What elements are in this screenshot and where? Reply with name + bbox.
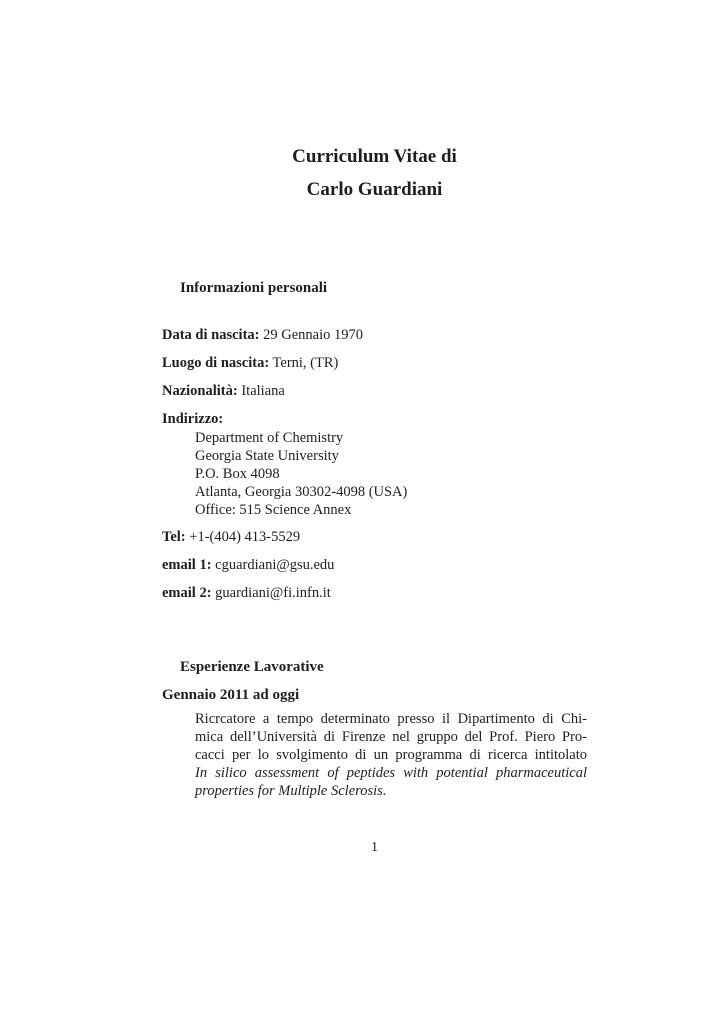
experience-description-line-2: mica dell’Università di Firenze nel gruppo del Prof. Piero Pro-	[195, 729, 587, 745]
document-title	[162, 146, 587, 201]
field-value-tel: +1-(404) 413-5529	[189, 529, 301, 545]
field-label-nazionalita: Nazionalità:	[162, 383, 238, 399]
field-label-email-1: email 1:	[162, 557, 212, 573]
experience-description-line-5: properties for Multiple Sclerosis.	[195, 783, 387, 799]
address-line-university: Georgia State University	[195, 448, 339, 464]
text-column	[162, 146, 587, 857]
address-line-po-box: P.O. Box 4098	[195, 466, 280, 482]
experience-description	[195, 710, 587, 800]
field-email-2	[162, 584, 587, 603]
experience-entry-heading: Gennaio 2011 ad oggi	[162, 687, 300, 703]
experience-description-line-1: Ricrcatore a tempo determinato presso il Dipartimento di Chi-	[195, 711, 587, 727]
field-label-indirizzo: Indirizzo:	[162, 411, 224, 427]
field-label-tel: Tel:	[162, 529, 186, 545]
address-block	[195, 429, 587, 519]
field-value-email-1: cguardiani@gsu.edu	[215, 557, 335, 573]
field-label-email-2: email 2:	[162, 585, 212, 601]
field-value-data-di-nascita: 29 Gennaio 1970	[263, 327, 363, 343]
section-heading-informazioni-personali: Informazioni personali	[180, 280, 328, 296]
address-line-city: Atlanta, Georgia 30302-4098 (USA)	[195, 484, 408, 500]
field-label-data-di-nascita: Data di nascita:	[162, 327, 260, 343]
address-line-office: Office: 515 Science Annex	[195, 502, 352, 518]
field-value-luogo-di-nascita: Terni, (TR)	[272, 355, 339, 371]
section-heading-esperienze-lavorative: Esperienze Lavorative	[180, 659, 324, 675]
document-title-line-2: Carlo Guardiani	[306, 179, 443, 200]
field-nazionalita	[162, 382, 587, 401]
field-label-luogo-di-nascita: Luogo di nascita:	[162, 355, 270, 371]
field-data-di-nascita	[162, 326, 587, 345]
address-line-department: Department of Chemistry	[195, 430, 344, 446]
field-value-email-2: guardiani@fi.infn.it	[215, 585, 331, 601]
field-luogo-di-nascita	[162, 354, 587, 373]
field-tel	[162, 528, 587, 547]
experience-description-line-3: cacci per lo svolgimento di un programma di ricerca intitolato	[195, 747, 587, 763]
field-email-1	[162, 556, 587, 575]
field-indirizzo	[162, 410, 587, 429]
field-value-nazionalita: Italiana	[241, 383, 285, 399]
document-title-line-1: Curriculum Vitae di	[292, 146, 457, 167]
page-number: 1	[371, 840, 378, 855]
experience-description-line-4: In silico assessment of peptides with potential pharmaceutical	[195, 765, 587, 781]
